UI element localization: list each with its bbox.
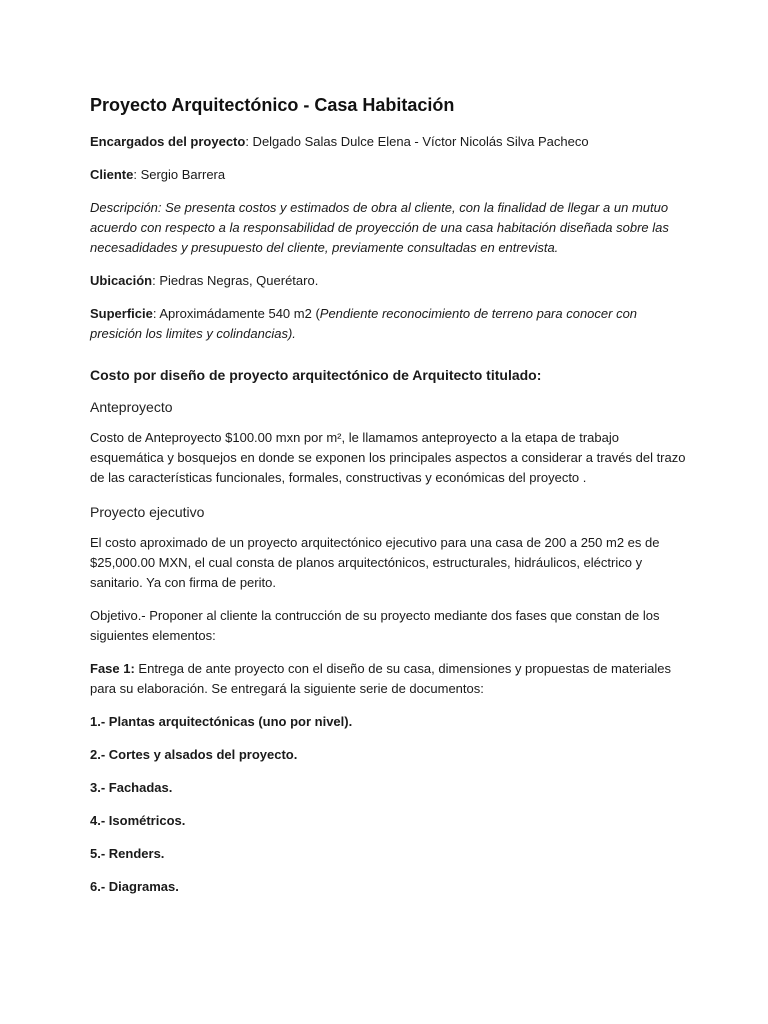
cliente-label: Cliente (90, 167, 134, 182)
ejecutivo-paragraph: El costo aproximado de un proyecto arquitectónico ejecutivo para una casa de 200 a 250 m2 es de $25,000.00 MXN, el cual consta de planos arquitectónicos, estructurales, hidráulicos, eléctrico y sanitario. Ya con firma de perito. (90, 535, 660, 590)
fase1-paragraph (90, 659, 690, 699)
cliente-paragraph (90, 165, 690, 185)
encargados-value: : Delgado Salas Dulce Elena - Víctor Nicolás Silva Pacheco (245, 134, 589, 149)
anteproyecto-heading: Anteproyecto (90, 399, 173, 415)
superficie-label: Superficie (90, 306, 153, 321)
list-item: 2.- Cortes y alsados del proyecto. (90, 747, 298, 762)
fase1-label: Fase 1: (90, 661, 135, 676)
document-page (90, 92, 690, 910)
superficie-paragraph (90, 304, 690, 344)
list-item: 5.- Renders. (90, 846, 165, 861)
ubicacion-paragraph (90, 271, 690, 291)
list-item: 6.- Diagramas. (90, 879, 179, 894)
cliente-value: : Sergio Barrera (133, 167, 226, 182)
objetivo-paragraph: Objetivo.- Proponer al cliente la contrucción de su proyecto mediante dos fases que constan de los siguientes elementos: (90, 608, 660, 643)
superficie-note: Pendiente reconocimiento de terreno para conocer con presición los limites y colindancias). (90, 306, 638, 341)
encargados-label: Encargados del proyecto (90, 134, 246, 149)
superficie-value: : Aproximádamente 540 m2 ( (152, 306, 320, 321)
ejecutivo-heading: Proyecto ejecutivo (90, 504, 205, 520)
document-title: Proyecto Arquitectónico - Casa Habitación (90, 95, 455, 115)
list-item: 3.- Fachadas. (90, 780, 173, 795)
fase1-value: Entrega de ante proyecto con el diseño de su casa, dimensiones y propuestas de materiales para su elaboración. Se entregará la siguiente serie de documentos: (90, 661, 672, 696)
costo-heading: Costo por diseño de proyecto arquitectónico de Arquitecto titulado: (90, 367, 542, 383)
ubicacion-label: Ubicación (90, 273, 153, 288)
list-item: 4.- Isométricos. (90, 813, 186, 828)
encargados-paragraph (90, 132, 690, 152)
document-list (90, 712, 690, 897)
list-item: 1.- Plantas arquitectónicas (uno por nivel). (90, 714, 353, 729)
anteproyecto-paragraph: Costo de Anteproyecto $100.00 mxn por m², le llamamos anteproyecto a la etapa de trabajo esquemática y bosquejos en donde se exponen los principales aspectos a considerar a través del trazo de las características funcionales, formales, constructivas y económicas del proyecto . (90, 430, 686, 485)
descripcion-paragraph: Descripción: Se presenta costos y estimados de obra al cliente, con la finalidad de llegar a un mutuo acuerdo con respecto a la responsabilidad de proyección de una casa habitación diseñada sobre las necesadidades y presupuesto del cliente, previamente consultadas en entrevista. (90, 200, 669, 255)
ubicacion-value: : Piedras Negras, Querétaro. (152, 273, 319, 288)
